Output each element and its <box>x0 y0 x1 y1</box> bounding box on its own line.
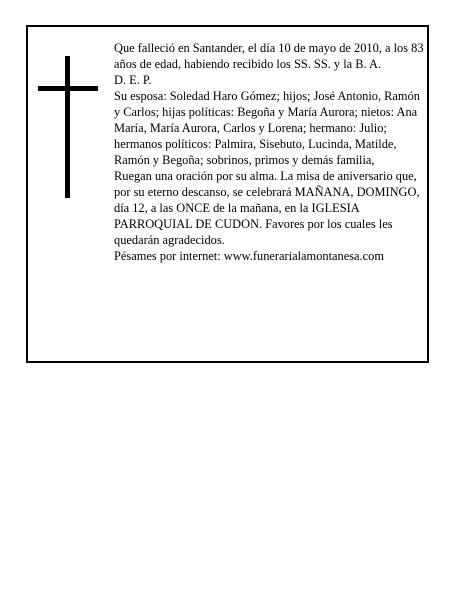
cross-vertical-bar <box>65 56 70 198</box>
cross-icon <box>38 56 98 198</box>
family-list: Su esposa: Soledad Haro Gómez; hijos; José Antonio, Ramón y Carlos; hijas políticas: Begoña y María Aurora; nietos: Ana María, María Aurora, Carlos y Lorena; hermano: Julio; hermanos políticos: Palmira, Sisebuto, Lucinda, Matilde, Ramón y Begoña; sobrinos, primos y demás familia, <box>114 89 420 167</box>
cross-horizontal-bar <box>38 86 98 91</box>
mass-announcement: Ruegan una oración por su alma. La misa de aniversario que, por su eterno descanso, se celebrará MAÑANA, DOMINGO, día 12, a las ONCE de la mañana, en la IGLESIA PARROQUIAL DE CUDON. Favores por los cuales les quedarán agradecidos. <box>114 169 420 247</box>
death-announcement: Que falleció en Santander, el día 10 de mayo de 2010, a los 83 años de edad, habiendo recibido los SS. SS. y la B. A. <box>114 41 424 71</box>
obituary-notice <box>26 25 429 363</box>
rest-in-peace: D. E. P. <box>114 73 152 87</box>
condolences-website: Pésames por internet: www.funerarialamontanesa.com <box>114 249 384 263</box>
obituary-text <box>114 40 424 264</box>
